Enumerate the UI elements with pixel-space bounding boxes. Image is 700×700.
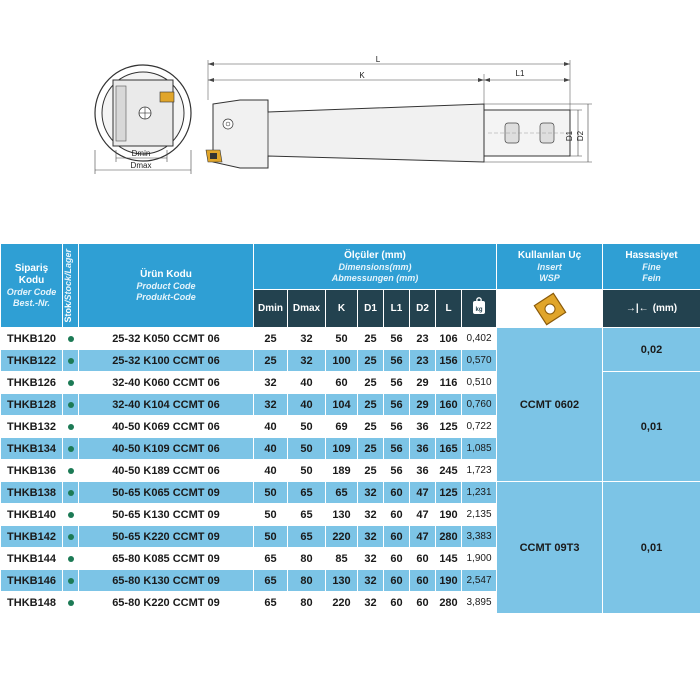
product-code-cell: 65-80 K085 CCMT 09 [79, 548, 254, 570]
l1-dimension [484, 69, 570, 82]
dmin-cell: 50 [254, 504, 288, 526]
stock-cell [63, 460, 79, 482]
stock-sub: /Stock/Lager [63, 248, 73, 303]
dmin-cell: 40 [254, 460, 288, 482]
k-label: K [359, 71, 365, 80]
d1-cell: 32 [358, 570, 384, 592]
insert-cell: CCMT 09T3 [497, 482, 603, 614]
col-d1: D1 [358, 290, 384, 328]
side-view [206, 100, 570, 168]
l-cell: 145 [436, 548, 462, 570]
d2-cell: 23 [410, 328, 436, 350]
insert-sub2: WSP [539, 272, 560, 283]
stock-cell [63, 482, 79, 504]
weight-icon [472, 297, 486, 315]
l1-cell: 56 [384, 372, 410, 394]
stock-cell [63, 394, 79, 416]
insert-diamond-icon [532, 291, 568, 327]
stock-cell [63, 592, 79, 614]
k-cell: 104 [326, 394, 358, 416]
l1-cell: 56 [384, 438, 410, 460]
l1-cell: 60 [384, 570, 410, 592]
d2-cell: 47 [410, 504, 436, 526]
d1-cell: 32 [358, 548, 384, 570]
dmax-cell: 40 [288, 372, 326, 394]
col-weight [462, 290, 497, 328]
product-code-sub2: Produkt-Code [136, 291, 196, 302]
product-code-cell: 25-32 K050 CCMT 06 [79, 328, 254, 350]
in-stock-dot-icon [68, 358, 74, 364]
end-view [95, 65, 191, 161]
col-dmax: Dmax [288, 290, 326, 328]
in-stock-dot-icon [68, 424, 74, 430]
w-cell: 0,760 [462, 394, 497, 416]
precision-sub1: Fine [642, 261, 661, 272]
col-l1: L1 [384, 290, 410, 328]
order-code-cell: THKB126 [1, 372, 63, 394]
dmax-cell: 65 [288, 504, 326, 526]
col-d2: D2 [410, 290, 436, 328]
insert-title: Kullanılan Uç [517, 249, 582, 261]
product-code-cell: 50-65 K130 CCMT 09 [79, 504, 254, 526]
product-code-cell: 65-80 K220 CCMT 09 [79, 592, 254, 614]
drawing-svg [0, 0, 700, 240]
l1-cell: 56 [384, 460, 410, 482]
dmin-cell: 32 [254, 372, 288, 394]
product-code-title: Ürün Kodu [140, 268, 192, 280]
dmin-cell: 50 [254, 482, 288, 504]
order-code-cell: THKB138 [1, 482, 63, 504]
d2-cell: 29 [410, 372, 436, 394]
k-cell: 130 [326, 504, 358, 526]
k-cell: 109 [326, 438, 358, 460]
product-code-cell: 32-40 K104 CCMT 06 [79, 394, 254, 416]
order-code-cell: THKB144 [1, 548, 63, 570]
product-code-cell: 32-40 K060 CCMT 06 [79, 372, 254, 394]
col-dmin: Dmin [254, 290, 288, 328]
table-row [1, 328, 700, 350]
stock-cell [63, 328, 79, 350]
dimensions-sub2: Abmessungen (mm) [331, 272, 419, 283]
dmax-cell: 65 [288, 482, 326, 504]
order-code-sub2: Best.-Nr. [12, 297, 50, 308]
d2-label: D2 [576, 130, 585, 142]
l-cell: 280 [436, 526, 462, 548]
l1-cell: 56 [384, 328, 410, 350]
dimensions-sub1: Dimensions(mm) [338, 261, 412, 272]
l1-cell: 56 [384, 350, 410, 372]
l-cell: 245 [436, 460, 462, 482]
stock-header [63, 244, 79, 328]
l-cell: 156 [436, 350, 462, 372]
l-cell: 280 [436, 592, 462, 614]
k-cell: 220 [326, 592, 358, 614]
table-body [1, 328, 700, 614]
d2-cell: 47 [410, 482, 436, 504]
order-code-cell: THKB146 [1, 570, 63, 592]
stock-cell [63, 372, 79, 394]
in-stock-dot-icon [68, 534, 74, 540]
col-l: L [436, 290, 462, 328]
dmax-cell: 40 [288, 394, 326, 416]
l1-cell: 60 [384, 504, 410, 526]
tolerance-arrows-icon: →|← [625, 303, 649, 314]
dmax-cell: 50 [288, 460, 326, 482]
product-code-header [79, 244, 254, 328]
l-cell: 190 [436, 504, 462, 526]
d1-cell: 25 [358, 438, 384, 460]
d2-cell: 47 [410, 526, 436, 548]
table-row [1, 482, 700, 504]
dmin-cell: 65 [254, 570, 288, 592]
precision-unit-cell [603, 290, 700, 328]
w-cell: 0,510 [462, 372, 497, 394]
stock-cell [63, 548, 79, 570]
k-dimension [208, 71, 484, 104]
stock-title: Stok [63, 302, 73, 323]
d2-cell: 36 [410, 438, 436, 460]
w-cell: 3,383 [462, 526, 497, 548]
dmin-cell: 65 [254, 548, 288, 570]
precision-cell: 0,02 [603, 328, 700, 372]
in-stock-dot-icon [68, 512, 74, 518]
precision-header [603, 244, 700, 290]
k-cell: 65 [326, 482, 358, 504]
dmax-cell: 50 [288, 438, 326, 460]
in-stock-dot-icon [68, 336, 74, 342]
dmin-cell: 50 [254, 526, 288, 548]
w-cell: 0,570 [462, 350, 497, 372]
technical-drawing [0, 0, 700, 240]
dmin-cell: 25 [254, 328, 288, 350]
col-k: K [326, 290, 358, 328]
dimensions-header [254, 244, 497, 290]
stock-cell [63, 416, 79, 438]
product-code-cell: 50-65 K065 CCMT 09 [79, 482, 254, 504]
product-code-cell: 40-50 K189 CCMT 06 [79, 460, 254, 482]
dmax-cell: 65 [288, 526, 326, 548]
d1-cell: 25 [358, 372, 384, 394]
in-stock-dot-icon [68, 578, 74, 584]
dmin-label: Dmin [131, 149, 151, 158]
k-cell: 189 [326, 460, 358, 482]
dmin-cell: 40 [254, 416, 288, 438]
precision-title: Hassasiyet [625, 249, 678, 261]
d1-cell: 32 [358, 592, 384, 614]
insert-cell: CCMT 0602 [497, 328, 603, 482]
order-code-cell: THKB134 [1, 438, 63, 460]
stock-cell [63, 570, 79, 592]
dmax-label: Dmax [130, 161, 152, 170]
dmax-cell: 80 [288, 548, 326, 570]
d2-cell: 29 [410, 394, 436, 416]
dmax-cell: 80 [288, 592, 326, 614]
precision-cell: 0,01 [603, 372, 700, 482]
d1-cell: 25 [358, 416, 384, 438]
dmin-cell: 65 [254, 592, 288, 614]
order-code-cell: THKB128 [1, 394, 63, 416]
in-stock-dot-icon [68, 490, 74, 496]
d2-cell: 23 [410, 350, 436, 372]
l1-label: L1 [515, 69, 525, 78]
k-cell: 130 [326, 570, 358, 592]
order-code-cell: THKB140 [1, 504, 63, 526]
l-cell: 160 [436, 394, 462, 416]
w-cell: 0,722 [462, 416, 497, 438]
order-code-cell: THKB142 [1, 526, 63, 548]
l-cell: 125 [436, 416, 462, 438]
product-code-cell: 50-65 K220 CCMT 09 [79, 526, 254, 548]
dmax-cell: 32 [288, 350, 326, 372]
d1-cell: 25 [358, 328, 384, 350]
w-cell: 3,895 [462, 592, 497, 614]
dmin-cell: 32 [254, 394, 288, 416]
k-cell: 69 [326, 416, 358, 438]
w-cell: 1,900 [462, 548, 497, 570]
l1-cell: 56 [384, 394, 410, 416]
order-code-cell: THKB120 [1, 328, 63, 350]
insert-header [497, 244, 603, 290]
dmax-cell: 80 [288, 570, 326, 592]
d1-cell: 32 [358, 504, 384, 526]
k-cell: 220 [326, 526, 358, 548]
order-code-sub1: Order Code [6, 286, 57, 297]
d2-cell: 60 [410, 548, 436, 570]
product-code-cell: 40-50 K069 CCMT 06 [79, 416, 254, 438]
product-code-sub1: Product Code [136, 280, 196, 291]
k-cell: 100 [326, 350, 358, 372]
d2-cell: 60 [410, 570, 436, 592]
w-cell: 2,135 [462, 504, 497, 526]
insert-sub1: Insert [537, 261, 562, 272]
d1-cell: 25 [358, 394, 384, 416]
l1-cell: 60 [384, 482, 410, 504]
precision-unit: (mm) [652, 303, 678, 314]
k-cell: 60 [326, 372, 358, 394]
end-view-insert [160, 92, 174, 102]
d1-cell: 25 [358, 350, 384, 372]
order-code-header [1, 244, 63, 328]
precision-cell: 0,01 [603, 482, 700, 614]
insert-image-cell [497, 290, 603, 328]
product-code-cell: 40-50 K109 CCMT 06 [79, 438, 254, 460]
stock-cell [63, 438, 79, 460]
stock-cell [63, 526, 79, 548]
in-stock-dot-icon [68, 402, 74, 408]
l-cell: 116 [436, 372, 462, 394]
in-stock-dot-icon [68, 380, 74, 386]
l1-cell: 60 [384, 592, 410, 614]
l-cell: 106 [436, 328, 462, 350]
dmin-cell: 25 [254, 350, 288, 372]
l-cell: 190 [436, 570, 462, 592]
product-code-cell: 25-32 K100 CCMT 06 [79, 350, 254, 372]
l1-cell: 60 [384, 548, 410, 570]
svg-text:kg: kg [475, 307, 483, 313]
order-code-cell: THKB132 [1, 416, 63, 438]
in-stock-dot-icon [68, 556, 74, 562]
in-stock-dot-icon [68, 446, 74, 452]
order-code-cell: THKB122 [1, 350, 63, 372]
order-code-cell: THKB136 [1, 460, 63, 482]
in-stock-dot-icon [68, 468, 74, 474]
l-cell: 125 [436, 482, 462, 504]
l-label: L [375, 55, 381, 64]
k-cell: 85 [326, 548, 358, 570]
dmax-cell: 50 [288, 416, 326, 438]
order-code-cell: THKB148 [1, 592, 63, 614]
precision-sub2: Fein [642, 272, 661, 283]
w-cell: 1,231 [462, 482, 497, 504]
in-stock-dot-icon [68, 600, 74, 606]
w-cell: 0,402 [462, 328, 497, 350]
dimensions-title: Ölçüler (mm) [344, 249, 406, 261]
l-cell: 165 [436, 438, 462, 460]
k-cell: 50 [326, 328, 358, 350]
d2-cell: 36 [410, 460, 436, 482]
d1-cell: 32 [358, 526, 384, 548]
d1-label: D1 [565, 130, 574, 142]
stock-cell [63, 504, 79, 526]
spec-table [0, 243, 700, 614]
w-cell: 1,085 [462, 438, 497, 460]
l1-cell: 56 [384, 416, 410, 438]
dmin-cell: 40 [254, 438, 288, 460]
d2-cell: 36 [410, 416, 436, 438]
w-cell: 2,547 [462, 570, 497, 592]
d1-cell: 25 [358, 460, 384, 482]
stock-cell [63, 350, 79, 372]
dmax-cell: 32 [288, 328, 326, 350]
d2-cell: 60 [410, 592, 436, 614]
order-code-title: Sipariş Kodu [14, 262, 49, 286]
product-code-cell: 65-80 K130 CCMT 09 [79, 570, 254, 592]
d1-cell: 32 [358, 482, 384, 504]
l1-cell: 60 [384, 526, 410, 548]
w-cell: 1,723 [462, 460, 497, 482]
